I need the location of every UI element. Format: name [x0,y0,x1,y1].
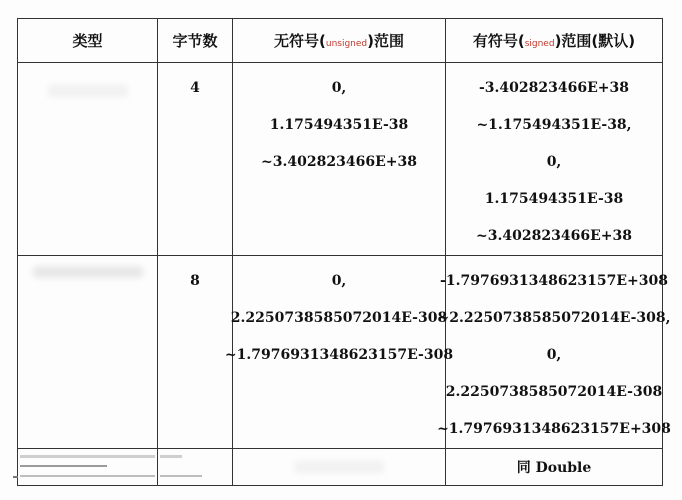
range-line: -3.402823466E+38 [479,80,629,96]
header-row [18,19,663,63]
range-line: ~1.7976931348623157E-308 [224,347,454,363]
bytes-cell [158,63,233,256]
signed-note: signed [524,39,555,49]
range-line: 0, [331,273,347,289]
unsigned-range-cell-redacted [233,449,446,486]
bytes-value: 8 [190,273,200,289]
range-line: ~1.175494351E-38, [476,117,632,133]
range-line: ~3.402823466E+38 [476,228,632,244]
range-line: 0, [331,80,347,96]
range-line: ~2.2250738585072014E-308, [437,310,671,326]
unsigned-note: unsigned [325,39,368,49]
redacted-scribble [158,449,232,485]
header-unsigned-range: 无符号(unsigned)范围 [233,19,446,63]
redacted-text [48,85,128,97]
header-signed-range: 有符号(signed)范围(默认) [446,19,663,63]
type-cell-redacted [18,256,158,449]
signed-range-cell [437,256,671,449]
unsigned-range-cell [233,63,446,256]
table-row [18,449,663,486]
range-line: ~1.7976931348623157E+308 [437,421,671,437]
signed-range-cell [446,449,663,486]
range-line: 1.175494351E-38 [269,117,409,133]
range-line: 2.2250738585072014E-308 [445,384,663,400]
range-line: 1.175494351E-38 [484,191,624,207]
same-as-double-text: 同 Double [516,460,592,476]
unsigned-range-cell [224,256,454,449]
float-range-table [17,18,671,486]
header-bytes: 字节数 [158,19,233,63]
table-row [18,256,663,449]
bytes-cell-redacted [158,449,233,486]
range-line: 0, [546,154,562,170]
type-cell-redacted [18,449,158,486]
range-line: 0, [546,347,562,363]
header-type: 类型 [18,19,158,63]
redacted-scribble [18,449,157,485]
range-line: ~3.402823466E+38 [261,154,417,170]
bytes-cell [158,256,233,449]
bytes-value: 4 [190,80,200,96]
redacted-text [33,266,143,278]
type-cell-redacted [18,63,158,256]
redacted-text [294,461,384,473]
stray-mark [13,476,18,478]
range-line: 2.2250738585072014E-308 [230,310,448,326]
table-row [18,63,663,256]
range-line: -1.7976931348623157E+308 [440,273,668,289]
signed-range-cell [446,63,663,256]
